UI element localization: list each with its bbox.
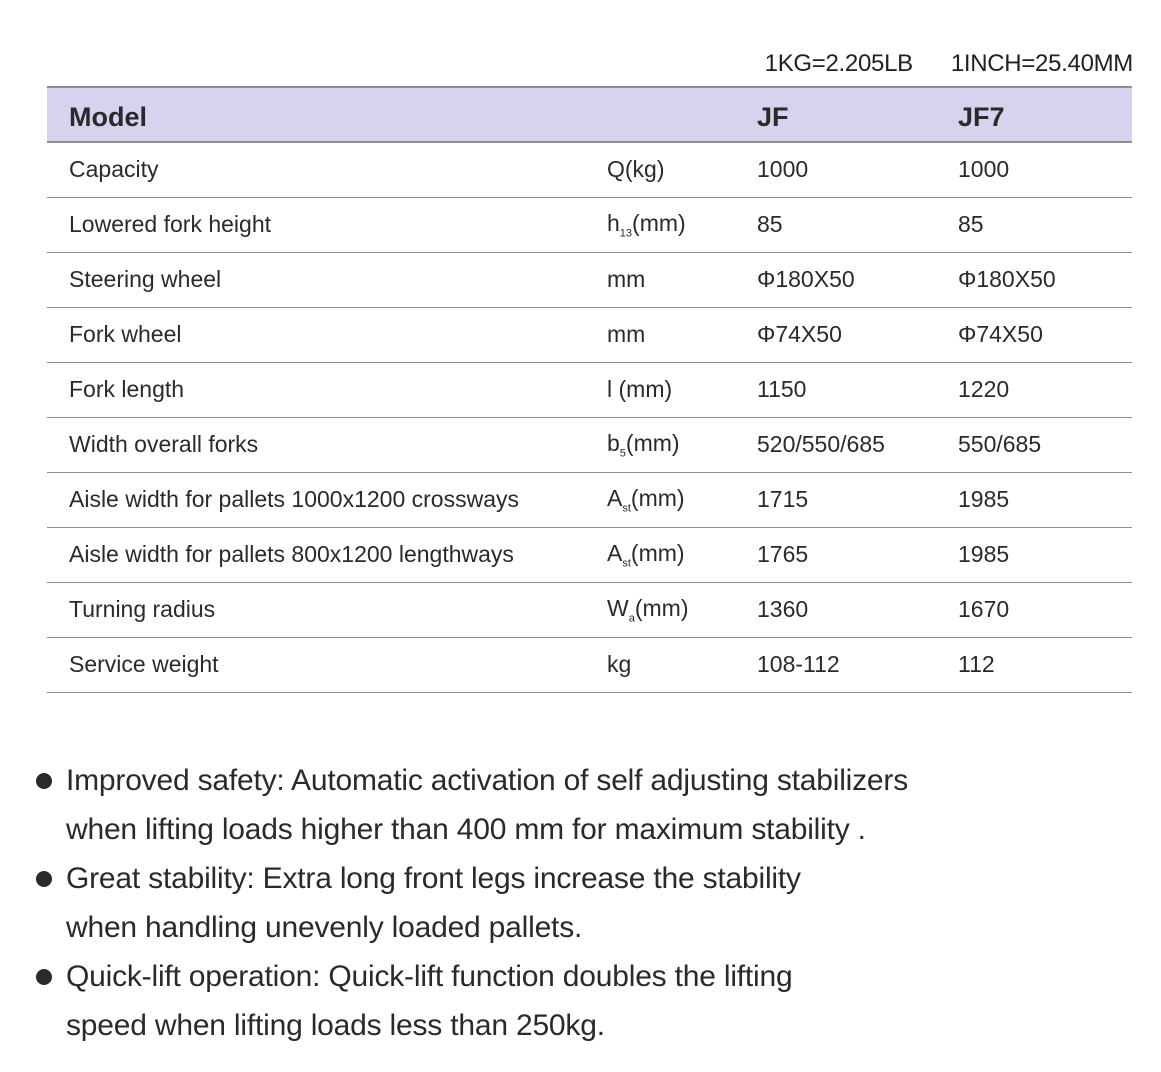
spec-table-header: [47, 87, 1132, 142]
unit-suffix: (mm): [630, 539, 685, 566]
jf7-value: 550/685: [958, 431, 1042, 457]
unit-symbol: h: [607, 209, 620, 236]
jf7-value: 1000: [958, 156, 1010, 183]
jf-value: 85: [757, 211, 783, 237]
unit-subscript: st: [622, 557, 631, 570]
unit-suffix: (mm): [632, 209, 686, 236]
header-row: [47, 87, 1132, 142]
jf-value: 520/550/685: [757, 431, 885, 457]
table-row: [47, 417, 1132, 472]
row-unit: mm: [607, 266, 646, 292]
unit-suffix: (mm): [630, 484, 685, 511]
row-label: Fork wheel: [69, 321, 182, 347]
row-label: Turning radius: [69, 596, 216, 622]
unit-symbol: A: [607, 539, 623, 566]
row-unit: [607, 527, 757, 582]
jf-value: 1000: [757, 156, 809, 183]
unit-subscript: a: [628, 612, 635, 625]
jf-value: Φ180X50: [757, 266, 855, 292]
jf7-value: 1670: [958, 596, 1010, 622]
table-row: [47, 472, 1132, 527]
jf-value: 1765: [757, 541, 809, 567]
jf-header: JF: [757, 102, 789, 132]
unit-subscript: 13: [619, 227, 633, 240]
row-label: Aisle width for pallets 1000x1200 crossways: [69, 486, 520, 512]
table-row: [47, 252, 1132, 307]
jf-value: 1715: [757, 486, 809, 512]
unit-symbol: b: [607, 429, 620, 456]
spec-table: [47, 86, 1132, 693]
table-row: [47, 582, 1132, 637]
unit-subscript: 5: [619, 447, 626, 460]
table-row: [47, 362, 1132, 417]
list-item: [36, 952, 1136, 1050]
weight-conversion: 1KG=2.205LB: [764, 50, 913, 77]
jf7-value: Φ180X50: [958, 266, 1056, 292]
table-row: [47, 527, 1132, 582]
row-unit: [607, 417, 757, 472]
feature-list: [36, 756, 1136, 1050]
row-label: Steering wheel: [69, 266, 222, 292]
row-label: Service weight: [69, 651, 219, 677]
unit-suffix: (mm): [634, 594, 689, 621]
row-unit: [607, 472, 757, 527]
jf7-value: 112: [958, 651, 995, 677]
spec-table-body: [47, 142, 1132, 692]
list-item: [36, 854, 1136, 952]
table-row: [47, 307, 1132, 362]
row-unit: [607, 197, 757, 252]
row-unit: [607, 582, 757, 637]
row-unit: kg: [607, 651, 632, 677]
unit-symbol: A: [607, 484, 623, 511]
feature-line: when lifting loads higher than 400 mm for maximum stability .: [66, 813, 866, 846]
bullet-icon: [36, 773, 52, 789]
feature-line: Improved safety: Automatic activation of self adjusting stabilizers: [66, 764, 909, 797]
row-label: Capacity: [69, 156, 159, 183]
jf7-value: 85: [958, 211, 984, 237]
unit-conversions: [765, 50, 1133, 78]
bullet-icon: [36, 871, 52, 887]
list-item: [36, 756, 1136, 854]
row-label: Fork length: [69, 376, 185, 402]
table-row: [47, 197, 1132, 252]
row-unit: mm: [607, 321, 646, 347]
unit-suffix: (mm): [625, 429, 680, 456]
bullet-icon: [36, 969, 52, 985]
feature-line: Quick-lift operation: Quick-lift function doubles the lifting: [66, 960, 793, 993]
jf-value: 108-112: [757, 651, 840, 677]
feature-line: when handling unevenly loaded pallets.: [66, 911, 583, 944]
jf-value: 1150: [757, 376, 807, 402]
feature-line: speed when lifting loads less than 250kg.: [66, 1009, 605, 1042]
jf7-value: Φ74X50: [958, 321, 1043, 347]
row-label: Lowered fork height: [69, 211, 272, 237]
feature-line: Great stability: Extra long front legs increase the stability: [66, 862, 801, 895]
jf7-value: 1985: [958, 486, 1010, 512]
table-row: [47, 637, 1132, 692]
row-unit: l (mm): [607, 376, 673, 402]
jf7-value: 1220: [958, 376, 1010, 402]
jf-value: Φ74X50: [757, 321, 842, 347]
unit-header: [607, 87, 757, 142]
row-label: Aisle width for pallets 800x1200 lengthways: [69, 541, 514, 567]
jf7-value: 1985: [958, 541, 1010, 567]
row-unit: Q(kg): [607, 156, 665, 183]
jf-value: 1360: [757, 596, 809, 622]
unit-subscript: st: [622, 502, 631, 515]
jf7-header: JF7: [958, 102, 1005, 132]
model-header: Model: [69, 102, 147, 132]
row-label: Width overall forks: [69, 431, 259, 457]
unit-symbol: W: [607, 594, 629, 621]
length-conversion: 1INCH=25.40MM: [950, 50, 1133, 77]
table-row: [47, 142, 1132, 197]
